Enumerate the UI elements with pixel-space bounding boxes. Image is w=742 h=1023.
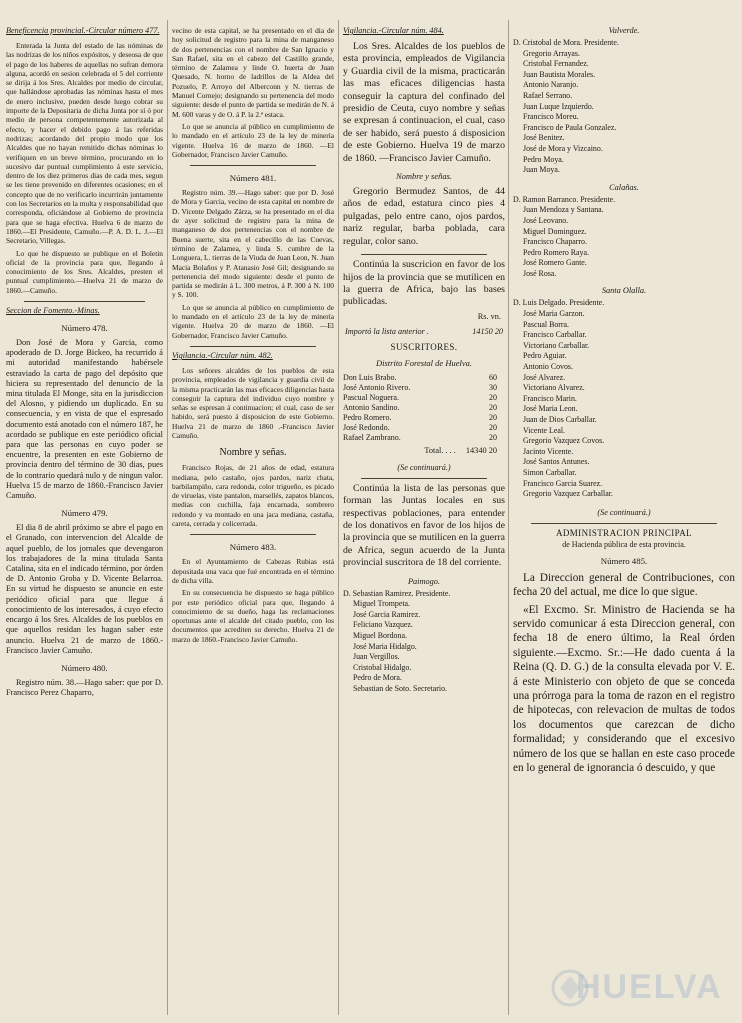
donor-name: José Antonio Rivero. [343, 382, 411, 392]
subscription-intro: Continúa la suscricion en favor de los hijos de la provincia que se mutilicen en la guerra de Africa, bajo las bases publicadas. [343, 259, 505, 308]
donor-amount: 20 [489, 392, 497, 402]
member-name: Victoriano Alvarez. [523, 383, 585, 393]
member-name: Cristobal Fernandez. [523, 59, 589, 69]
member-name: Rafael Serrano. [523, 90, 573, 100]
notice-480-continued-2: Lo que se anuncia al público en cumplimiento de lo mandado en el artículo 23 de la ley de minería vigente. Huelva 16 de marzo de 1860. —El Gobernador, Francisco Javier Camuño. [172, 121, 334, 159]
notice-479-body: El dia 8 de abril próximo se abre el pago en el Granado, con intervencion del Alcalde de aquel pueblo, de los jornales que devengaron los trabajadores de la mina titulada Santa Catalina, sita en el indicado término, por órden de D. Antonio Groba y D. Vicente Belarroa. En su virtud he dispuesto se anuncie en este periódico oficial para que llegue á conocimiento de los interesados, á cuyo efecto encargo á los Sres. Alcaldes de los pueblos en que aquellos residan les hagan saber este anuncio. Huelva 21 de marzo de 1860.-Francisco Javier Camuño. [6, 523, 163, 655]
donor-row [343, 433, 505, 443]
donor-table [343, 373, 505, 443]
member-name: Miguel Trompeta. [353, 599, 410, 609]
member-name: Francisco Garcia Suarez. [523, 478, 603, 488]
donor-name: Rafael Zambrano. [343, 432, 401, 442]
total-value: 14340 20 [465, 445, 497, 455]
divider [24, 301, 145, 302]
member-name: Francisco de Paula Gonzalez. [523, 122, 617, 132]
santa-olalla-members [513, 298, 735, 499]
donor-amount: 20 [489, 412, 497, 422]
donor-row [343, 423, 505, 433]
currency-unit: Rs. vn. [477, 311, 501, 321]
member-name: José Rosa. [523, 268, 557, 278]
town-heading-valverde: Valverde. [608, 26, 640, 35]
divider [361, 478, 487, 479]
member-name: José Santos Antunes. [523, 457, 590, 467]
circular-484-body: Los Sres. Alcaldes de los pueblos de esta provincia, empleados de Vigilancia y Guardia civil de la misma, practicarán las mas eficaces diligencias hasta conseguir la captura del confinado del presidio de Ceuta, cuyo nombre y señas se expresan á continuacion, el cual, caso de ser habido, será puesto á disposicion de este Gobierno. Huelva 19 de marzo de 1860. —Francisco Javier Camuño. [343, 41, 505, 164]
valverde-members [513, 38, 735, 176]
district-heading: Distrito Forestal de Huelva. [375, 357, 472, 368]
divider [531, 523, 717, 524]
continued-note: (Se continuará.) [397, 462, 451, 472]
notice-480-continued: vecino de esta capital, se ha presentado en el dia de hoy solicitud de registro para la mina de manganeso de dos pertenencias con el nombre de San Ignacio y San Rafael, sita en el cabezo del Castillo grande, término de Zalamea y linde O. huerta de Juan Quesado, N. horno de ladrillos de la Aldea del Pozuelo, P. Arroyo del Alberconn y N. tierras de Manuel Cornejo; designando su pertenencia del modo siguiente: desde el punto de partida se medirán de N. á M. 600 varas y de O. á P. la 2.ª estaca. [172, 26, 334, 119]
section-header: Seccion de Fomento.-Minas. [6, 306, 100, 316]
signs-heading: Nombre y señas. [395, 171, 453, 182]
town-heading-calanas: Calañas. [609, 182, 639, 192]
fugitive-description: Francisco Rojas, de 21 años de edad, estatura mediana, pelo castaño, ojos pardos, nariz chata, barbilampiño, cara redonda, color trigueño, es picado de viruelas, viste pantalon, marsellés, zapatos blancos, medias con cuchilla, faja encarnada, sombrero redondo y va montado en una jaca mediana, castaña, careta, cerrada y colicerrada. [172, 463, 334, 529]
notice-480-body: Registro núm. 38.—Hago saber: que por D. Francisco Perez Chaparro, [6, 677, 163, 698]
notice-number-485: Número 485. [600, 555, 648, 566]
member-name: Pascual Borra. [523, 319, 570, 329]
donor-amount: 20 [489, 422, 497, 432]
total-row [343, 446, 497, 455]
notice-485-body-2: «El Excmo. Sr. Ministro de Hacienda se ha servido comunicar á esta Direccion general, con fecha 18 de enero último, la Real órden siguiente.—Excmo. Sr.:—He dado cuenta á la Reina (Q. D. G.) de la consulta elevada por V. E. á este Ministerio con objeto de que se conceda una prórroga para la toma de razon en el registro de hipotecas, con relevacion de multas de todos los documentos que carezcan de dicho formalidad; y considerando que el excesivo número de los que se hallan en este caso procede en lo general de ignorancia ó descuido, y que [513, 603, 735, 775]
imported-value: 14150 20 [472, 326, 503, 336]
circular-477-body: Enterada la Junta del estado de las nóminas de las nodrizas de los niños expósitos, y deseosa de que el pago de los haberes de aquellas no sufran demora alguna, acordó en sesion celebrada el 5 del corriente se dirija á los Sres. Alcaldes por medio de circular, que hallándose aprobadas las nóminas hasta el mes de enero inclusive, pueden desde luego cobrar su importe de la Depositaria de dicha Junta por sí ó por medio de persona competentemente autorizada al efecto, y hacer el debido pago á las referidas nodrizas; acordando del propio modo que los Alcaldes que no hayan remitido dichas nóminas lo verifiquen en un breve término, procurando en lo sucesivo dar puntual cumplimiento á este servicio, dentro de los diez primeros dias de cada mes, segun se les tiene prevenido en diferentes ocasiones; en el concepto que de no verificarlo incurrirán juntamente con los Secretarios en la multa y responsabilidad que corresponda, oficiándose al Gobierno de provincia para que se haga efectiva. Huelva 6 de marzo de 1860.—El Presidente, Camuño.—P. A. D. L. J.—El Secretario, Villegas. [6, 41, 163, 246]
column-rule [508, 20, 509, 1015]
watermark-text: HUELVA [576, 968, 723, 1006]
donor-row [343, 413, 505, 423]
member-name: José Alvarez. [523, 372, 566, 382]
member-name: Antonio Naranjo. [523, 80, 579, 90]
member-name: José Romero Gante. [523, 258, 587, 268]
member-name: Francisco Chaparro. [523, 237, 587, 247]
notice-478-body: Don José de Mora y Garcia, como apoderado de D. Jorge Bickeo, ha recurrido á mi autoridad manifestando habérsele estraviado la carta de pago del depósito que hiciera su representado del denuncio de la mina titulada El Monge, sita en la jurisdiccion del Alosno, y pidiendo un duplicado. En su consecuencia, y en vista de que el espresado documento está anotado con el número 187, he acordado se publique en este periódico oficial para que las personas en cuyo poder se encuentre, la presenten en este Gobierno de provincia dentro del término de 30 dias, pues de lo contrario quedará nulo y de ningun valor. Huelva 15 de marzo de 1860.-Francisco Javier Camuño. [6, 338, 163, 501]
member-name: José Maria Hidalgo. [353, 641, 417, 651]
member-name: José Leovano. [523, 215, 569, 225]
town-heading-santa-olalla: Santa Olalla. [601, 286, 647, 296]
notice-number-479: Número 479. [61, 508, 108, 519]
notice-number-481: Número 481. [229, 173, 277, 184]
total-label: Total. . . . [424, 445, 456, 455]
section-header: Vigilancia.-Circular núm. 484. [343, 26, 444, 35]
notice-483-body: En el Ayuntamiento de Cabezas Rubias está depositada una vaca que fué encontrada en el término de dicha villa. [172, 557, 334, 585]
member-name: Feliciano Vazquez. [353, 620, 413, 630]
divider [190, 165, 316, 166]
paimogo-members [343, 589, 505, 695]
donor-amount: 60 [489, 372, 497, 382]
member-name: Juan Luque Izquierdo. [523, 101, 594, 111]
member-name: Francisco Moreu. [523, 112, 579, 122]
member-name: Gregorio Vazquez Carballar. [523, 489, 613, 499]
donor-name: Pedro Romero. [343, 412, 392, 422]
circular-482-body: Los señores alcaldes de los pueblos de esta provincia, empleados de vigilancia y guardia civil de la misma practicarán las mas eficaces diligencias hasta conseguir la captura del individuo cuyo nombre y señas se espresan á continuacion; el cual, caso de ser habido, será puesto á disposicion de este Gobierno. Huelva 21 de marzo de 1860 .-Francisco Javier Camuño. [172, 365, 334, 440]
member-name: Sebastian de Soto. Secretario. [353, 683, 448, 693]
notice-481-body: Registro núm. 39.—Hago saber: que por D. José de Mora y Garcia, vecino de esta capital en nombre de D. Vicente Delgado Zárza, se ha presentado en el dia de ayer solicitud de registro para la mina de manganeso de dos pertenencias con el nombre de Buena suerte, sita en el cabecillo de las Cuevas, término de Zalamea, y linda S. cumbre de la Longuera, L. tierras de la Viuda de Juan Leon, N. Juan Macia Bolaños y P. Atanasio José Gil; designando su pertenencia del modo siguiente: desde el punto de partida se medirán á L. 300 metros, á P. 300 á N. 100 y S. 100. [172, 188, 334, 300]
subscribers-heading: SUSCRITORES. [390, 341, 458, 352]
member-name: Pedro de Mora. [353, 673, 402, 683]
donor-name: Antonio Sandino. [343, 402, 400, 412]
donor-amount: 20 [489, 402, 497, 412]
member-name: José Garcia Ramirez. [353, 609, 421, 619]
member-name: Victoriano Carballar. [523, 340, 590, 350]
notice-485-body: La Direccion general de Contribuciones, con fecha 20 del actual, me dice lo que sigue. [513, 571, 735, 599]
member-name: José Maria Leon. [523, 404, 578, 414]
signs-heading: Nombre y señas. [219, 447, 287, 459]
section-header: Beneficencia provincial.-Circular número 477. [6, 26, 160, 35]
member-name: Gregorio Vazquez Covos. [523, 436, 605, 446]
fugitive-description: Gregorio Bermudez Santos, de 44 años de edad, estatura cinco pies 4 pulgadas, pelo entre cano, ojos pardos, nariz regular, barba poblada, cara regular, color sano. [343, 186, 505, 247]
donor-row [343, 383, 505, 393]
column-4 [513, 26, 735, 778]
donor-name: José Redondo. [343, 422, 390, 432]
imported-label: Importó la lista anterior . [345, 326, 429, 336]
member-name: Juan Vergillos. [353, 652, 400, 662]
member-name: Cristobal Hidalgo. [353, 662, 412, 672]
donor-amount: 20 [489, 432, 497, 442]
member-name: Juan Bautista Morales. [523, 69, 596, 79]
notice-481-body-2: Lo que se anuncia al público en cumplimiento de lo mandado en el artículo 23 de la ley de minería vigente. Huelva 20 de marzo de 1860. —El Gobernador, Francisco Javier Camuño. [172, 302, 334, 340]
column-rule [167, 20, 168, 1015]
member-name: José Maria Garzon. [523, 309, 585, 319]
member-name: Miguel Bordona. [353, 630, 407, 640]
column-rule [338, 20, 339, 1015]
member-name: Simon Carballar. [523, 467, 577, 477]
divider [361, 254, 487, 255]
member-name: José Benitez. [523, 133, 565, 143]
member-name: José de Mora y Vizcaino. [523, 143, 603, 153]
member-name: Gregorio Arrayas. [523, 48, 580, 58]
donor-row [343, 393, 505, 403]
circular-477-body-2: Lo que he dispuesto se publique en el Boletin oficial de la provincia para que, llegando á conocimiento de los Sres. Alcaldes, presten el puntual cumplimiento.—Huelva 21 de marzo de 1860.—Camuño. [6, 248, 163, 295]
admin-subtitle: de Hacienda pública de esta provincia. [562, 539, 686, 549]
divider [190, 534, 316, 535]
member-name: D. Ramon Barranco. Presidente. [513, 194, 616, 204]
member-name: Miguel Dominguez. [523, 226, 587, 236]
member-name: Jacinto Vicente. [523, 446, 574, 456]
notice-number-480: Número 480. [61, 662, 108, 673]
notice-483-body-2: En su consecuencia he dispuesto se haga público por este periódico oficial para que, llegando á conocimiento de su dueño, haga las reclamaciones oportunas ante el alcalde del citado pueblo, con los documentos que acrediten su derecho. Huelva 21 de marzo de 1860.-Francisco Javier Camuño. [172, 588, 334, 644]
donor-name: Pascual Noguera. [343, 392, 399, 402]
town-heading-paimogo: Paimogo. [407, 576, 441, 586]
section-header: Vigilancia.-Circular núm. 482. [172, 350, 273, 360]
junta-intro: Continúa la lista de las personas que forman las Juntas locales en sus respectivas poblaciones, para entender de los donativos en favor de los hijos de la provincia que se mutilicen en la guerra de Africa, segun acuerdo de la Junta provincial suscritora de 18 del corriente. [343, 482, 505, 569]
column-3 [343, 26, 505, 695]
member-name: Pedro Romero Raya. [523, 247, 589, 257]
member-name: Francisco Carballar. [523, 330, 587, 340]
member-name: Juan Moya. [523, 165, 560, 175]
archive-watermark [548, 958, 736, 1018]
divider [190, 346, 316, 347]
donor-row [343, 403, 505, 413]
member-name: Antonio Covos. [523, 362, 573, 372]
continued-note: (Se continuará.) [597, 507, 651, 517]
imported-row [345, 327, 503, 336]
member-name: Francisco Marin. [523, 393, 577, 403]
admin-title: ADMINISTRACION PRINCIPAL [555, 527, 693, 538]
notice-number-478: Número 478. [61, 323, 108, 334]
donor-amount: 30 [489, 382, 497, 392]
calanas-members [513, 195, 735, 280]
member-name: Pedro Aguiar. [523, 351, 567, 361]
member-name: Juan de Dios Carballar. [523, 415, 597, 424]
column-2 [172, 26, 334, 647]
donor-name: Don Luis Brabo. [343, 372, 397, 382]
notice-number-483: Número 483. [229, 542, 277, 553]
column-1 [6, 26, 163, 701]
member-name: D. Cristobal de Mora. Presidente. [513, 38, 619, 47]
member-name: Vicente Leal. [523, 425, 566, 435]
donor-row [343, 373, 505, 383]
member-name: D. Luis Delgado. Presidente. [513, 298, 605, 308]
member-name: D. Sebastian Ramirez. Presidente. [343, 588, 451, 598]
member-name: Juan Mendoza y Santana. [523, 205, 604, 215]
member-name: Pedro Moya. [523, 154, 564, 164]
